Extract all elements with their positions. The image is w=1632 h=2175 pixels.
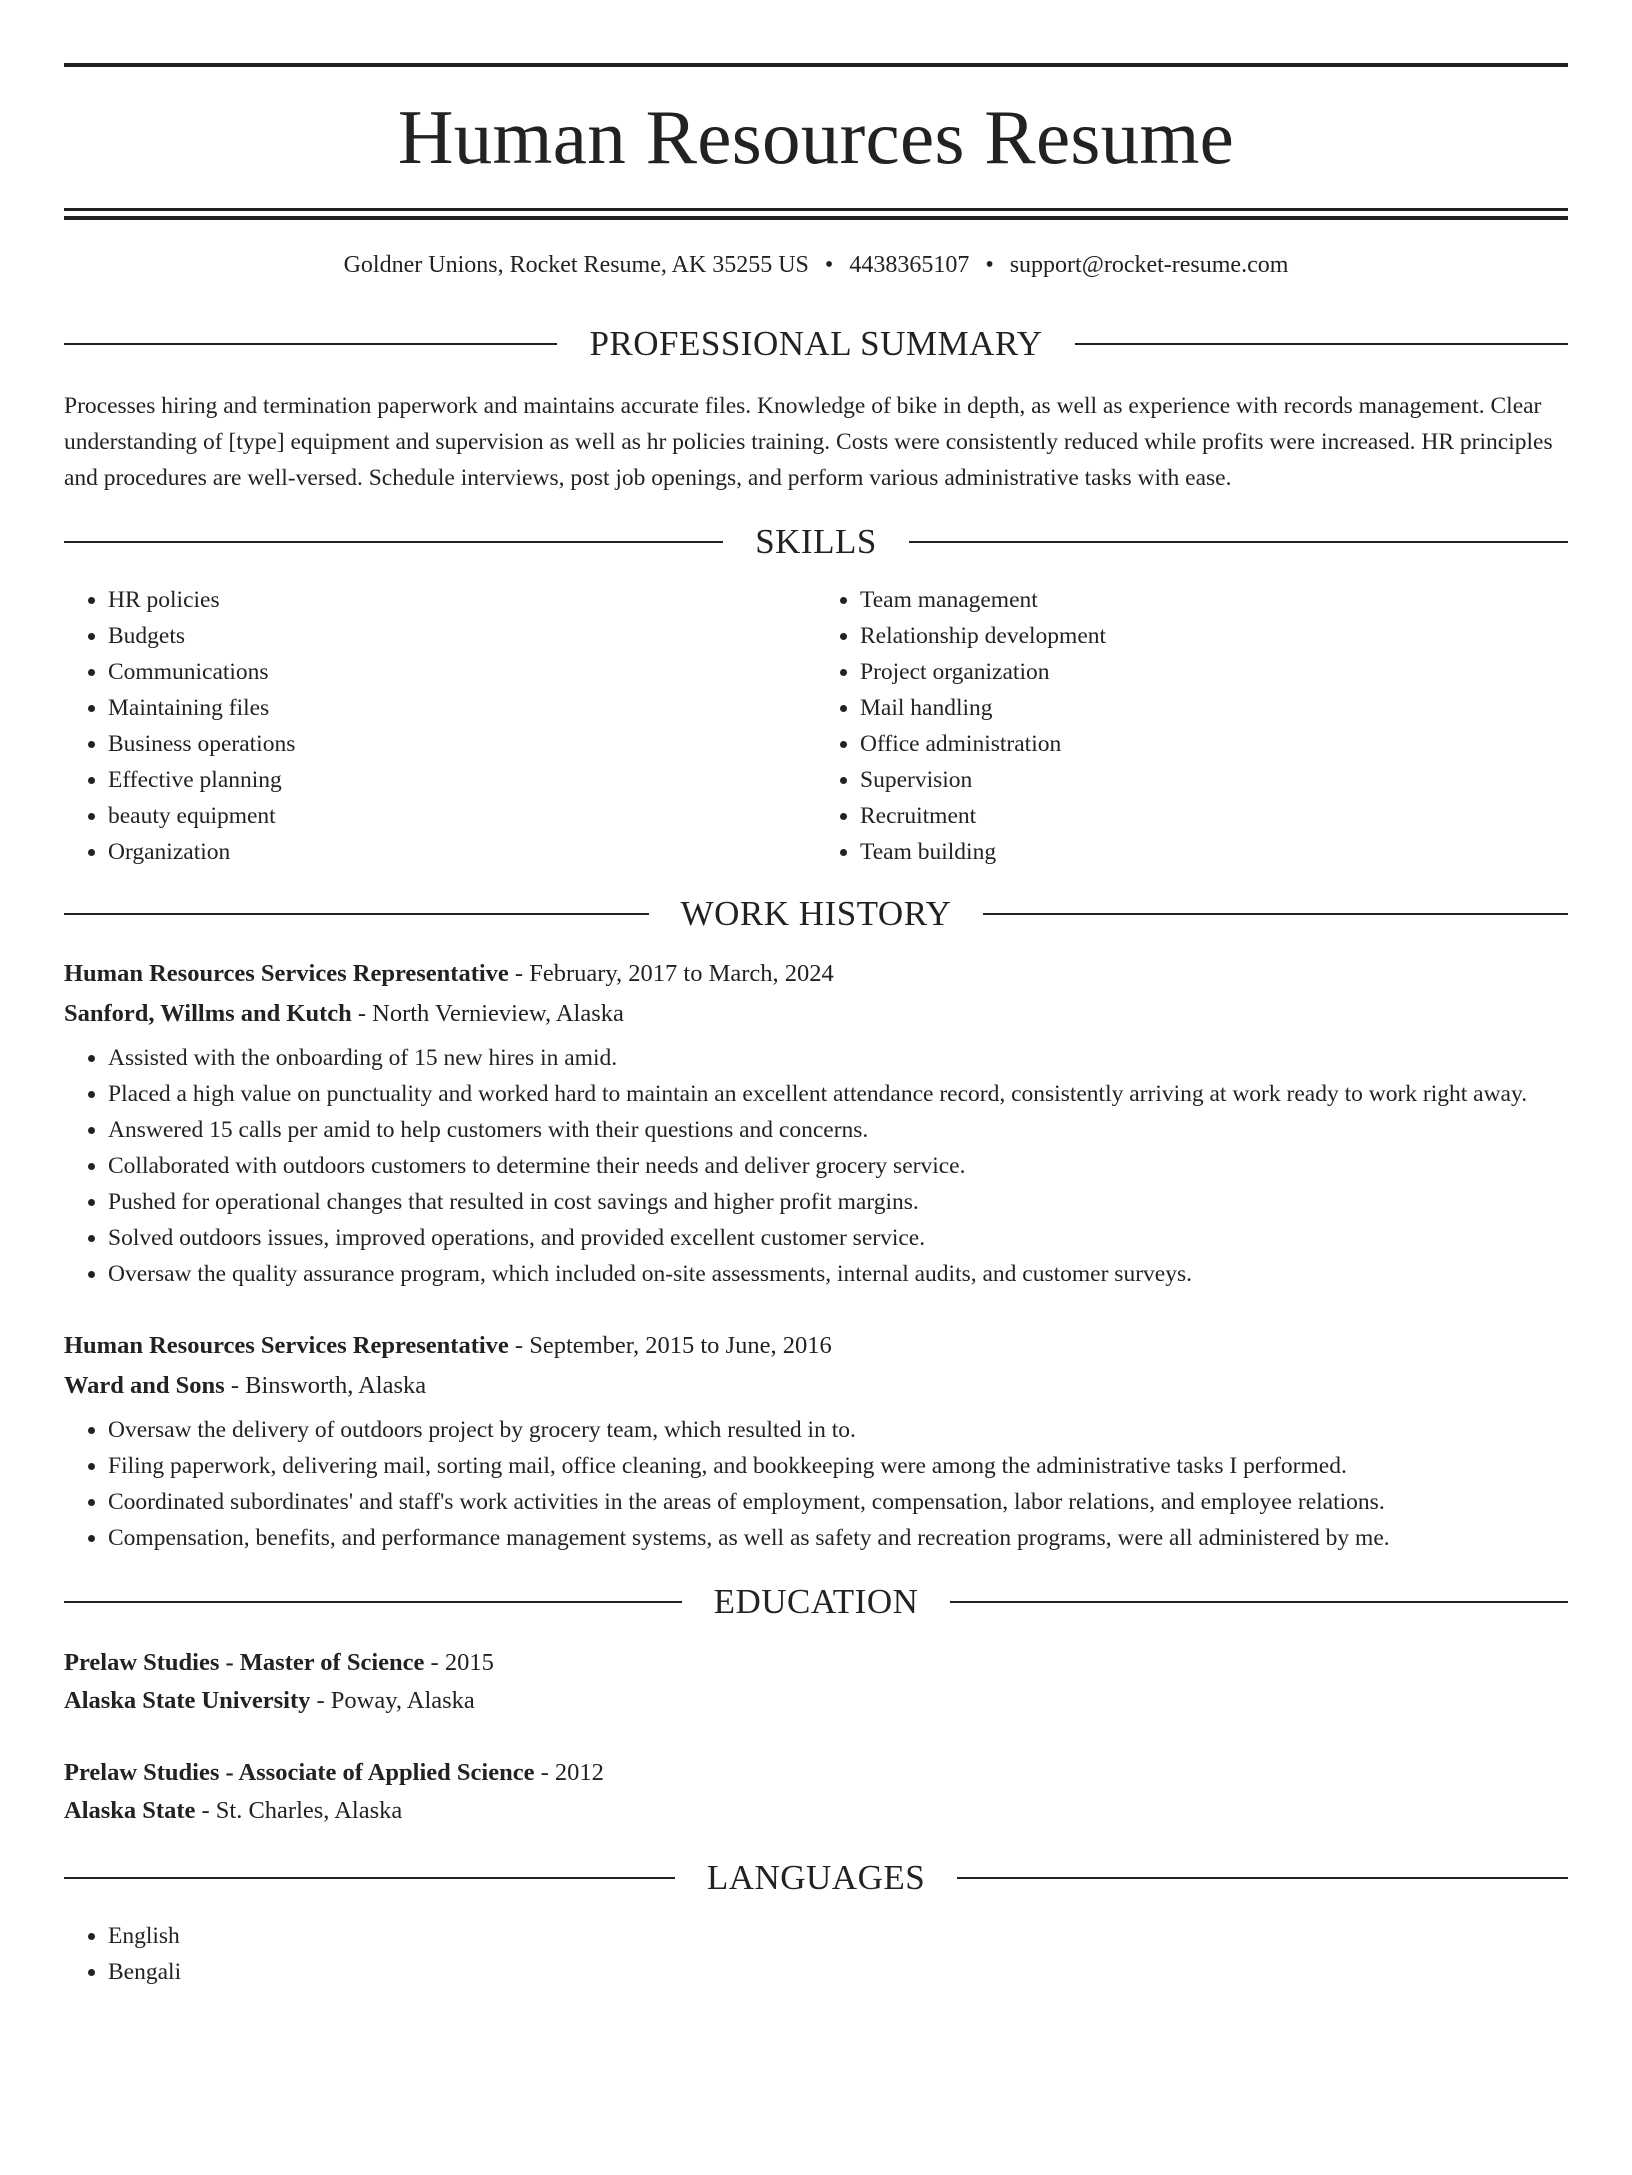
heading-rule-right — [909, 541, 1568, 543]
job-bullet: • Collaborated with outdoors customers to determine their needs and deliver grocery service. — [108, 1148, 1568, 1184]
skill-item: • Communications — [108, 654, 816, 690]
education-school: Alaska State — [64, 1797, 196, 1824]
education-entry — [64, 1754, 1568, 1830]
job-bullet: • Coordinated subordinates' and staff's work activities in the areas of employment, compensation, labor relations, and employee relations. — [108, 1484, 1568, 1520]
job-title-line — [64, 1326, 1568, 1366]
skill-item: • HR policies — [108, 582, 816, 618]
contact-line — [64, 250, 1568, 280]
heading-rule-right — [983, 913, 1568, 915]
job-location: - North Vernieview, Alaska — [351, 1000, 624, 1027]
job-bullet-list — [64, 1412, 1568, 1556]
heading-rule-left — [64, 343, 557, 345]
resume-page — [0, 63, 1632, 2175]
education-degree-line — [64, 1754, 1568, 1792]
contact-email[interactable]: support@rocket-resume.com — [1009, 252, 1289, 278]
language-item: • Bengali — [108, 1954, 1568, 1990]
education-degree-line — [64, 1644, 1568, 1682]
summary-section-heading — [64, 324, 1568, 364]
education-section-heading — [64, 1582, 1568, 1622]
job-entry — [64, 954, 1568, 1292]
skills-section-heading — [64, 522, 1568, 562]
title-double-rule — [64, 208, 1568, 220]
job-bullet: • Filing paperwork, delivering mail, sorting mail, office cleaning, and bookkeeping were among the administrative tasks I performed. — [108, 1448, 1568, 1484]
skill-item: • Team building — [860, 834, 1568, 870]
education-entry — [64, 1644, 1568, 1720]
education-location: - Poway, Alaska — [310, 1687, 475, 1714]
resume-title: Human Resources Resume — [397, 94, 1235, 180]
language-item: • English — [108, 1918, 1568, 1954]
job-bullet: • Pushed for operational changes that resulted in cost savings and higher profit margins. — [108, 1184, 1568, 1220]
education-school-line — [64, 1682, 1568, 1720]
skill-item: • Effective planning — [108, 762, 816, 798]
work-section-heading — [64, 894, 1568, 934]
skill-item: • beauty equipment — [108, 798, 816, 834]
skills-right-list — [816, 582, 1568, 870]
job-dates: - September, 2015 to June, 2016 — [508, 1332, 832, 1359]
job-bullet: • Assisted with the onboarding of 15 new hires in amid. — [108, 1040, 1568, 1076]
job-bullet: • Compensation, benefits, and performance management systems, as well as safety and recreation programs, were all administered by me. — [108, 1520, 1568, 1556]
skills-columns — [64, 582, 1568, 870]
job-company: Ward and Sons — [64, 1372, 225, 1399]
skill-item: • Supervision — [860, 762, 1568, 798]
job-title: Human Resources Services Representative — [64, 960, 509, 987]
job-bullet: • Solved outdoors issues, improved operations, and provided excellent customer service. — [108, 1220, 1568, 1256]
skill-item: • Relationship development — [860, 618, 1568, 654]
job-bullet-list — [64, 1040, 1568, 1292]
work-heading-label: WORK HISTORY — [680, 894, 952, 933]
job-entry — [64, 1326, 1568, 1556]
education-school-line — [64, 1792, 1568, 1830]
skill-item: • Recruitment — [860, 798, 1568, 834]
languages-section-heading — [64, 1858, 1568, 1898]
heading-rule-right — [957, 1877, 1568, 1879]
skill-item: • Budgets — [108, 618, 816, 654]
job-bullet: • Placed a high value on punctuality and worked hard to maintain an excellent attendance record, consistently arriving at work ready to work right away. — [108, 1076, 1568, 1112]
skills-heading-label: SKILLS — [755, 522, 877, 561]
skill-item: • Office administration — [860, 726, 1568, 762]
contact-phone[interactable]: 4438365107 — [849, 252, 970, 278]
education-heading-label: EDUCATION — [713, 1582, 919, 1621]
education-school: Alaska State University — [64, 1687, 311, 1714]
summary-heading-label: PROFESSIONAL SUMMARY — [589, 324, 1043, 363]
contact-separator: • — [824, 252, 834, 278]
heading-rule-right — [1075, 343, 1568, 345]
skills-left-list — [64, 582, 816, 870]
job-bullet: • Oversaw the delivery of outdoors project by grocery team, which resulted in to. — [108, 1412, 1568, 1448]
languages-heading-label: LANGUAGES — [706, 1858, 926, 1897]
contact-separator: • — [985, 252, 994, 278]
education-year: - 2012 — [534, 1759, 604, 1786]
education-year: - 2015 — [424, 1649, 494, 1676]
job-title: Human Resources Services Representative — [64, 1332, 509, 1359]
job-location: - Binsworth, Alaska — [224, 1372, 427, 1399]
heading-rule-left — [64, 1877, 675, 1879]
heading-rule-right — [950, 1601, 1568, 1603]
heading-rule-left — [64, 541, 723, 543]
contact-address: Goldner Unions, Rocket Resume, AK 35255 US — [343, 252, 809, 278]
job-company: Sanford, Willms and Kutch — [64, 1000, 352, 1027]
job-company-line — [64, 1366, 1568, 1406]
skill-item: • Maintaining files — [108, 690, 816, 726]
top-rule — [64, 63, 1568, 67]
languages-list — [64, 1918, 1568, 1990]
job-title-line — [64, 954, 1568, 994]
skill-item: • Project organization — [860, 654, 1568, 690]
skill-item: • Team management — [860, 582, 1568, 618]
heading-rule-left — [64, 913, 649, 915]
heading-rule-left — [64, 1601, 682, 1603]
job-company-line — [64, 994, 1568, 1034]
skill-item: • Business operations — [108, 726, 816, 762]
education-degree: Prelaw Studies - Associate of Applied Science — [64, 1759, 535, 1786]
job-bullet: • Answered 15 calls per amid to help customers with their questions and concerns. — [108, 1112, 1568, 1148]
skill-item: • Organization — [108, 834, 816, 870]
job-dates: - February, 2017 to March, 2024 — [508, 960, 834, 987]
education-degree: Prelaw Studies - Master of Science — [64, 1649, 425, 1676]
skill-item: • Mail handling — [860, 690, 1568, 726]
summary-text: Processes hiring and termination paperwork and maintains accurate files. Knowledge of bike in depth, as well as experience with records management. Clear understanding of [type] equipment and supervision as well as hr policies training. Costs were consistently reduced while profits were increased. HR principles and procedures are well-versed. Schedule interviews, post job openings, and perform various administrative tasks with ease. — [64, 393, 1553, 491]
job-bullet: • Oversaw the quality assurance program, which included on-site assessments, internal audits, and customer surveys. — [108, 1256, 1568, 1292]
education-location: - St. Charles, Alaska — [195, 1797, 403, 1824]
